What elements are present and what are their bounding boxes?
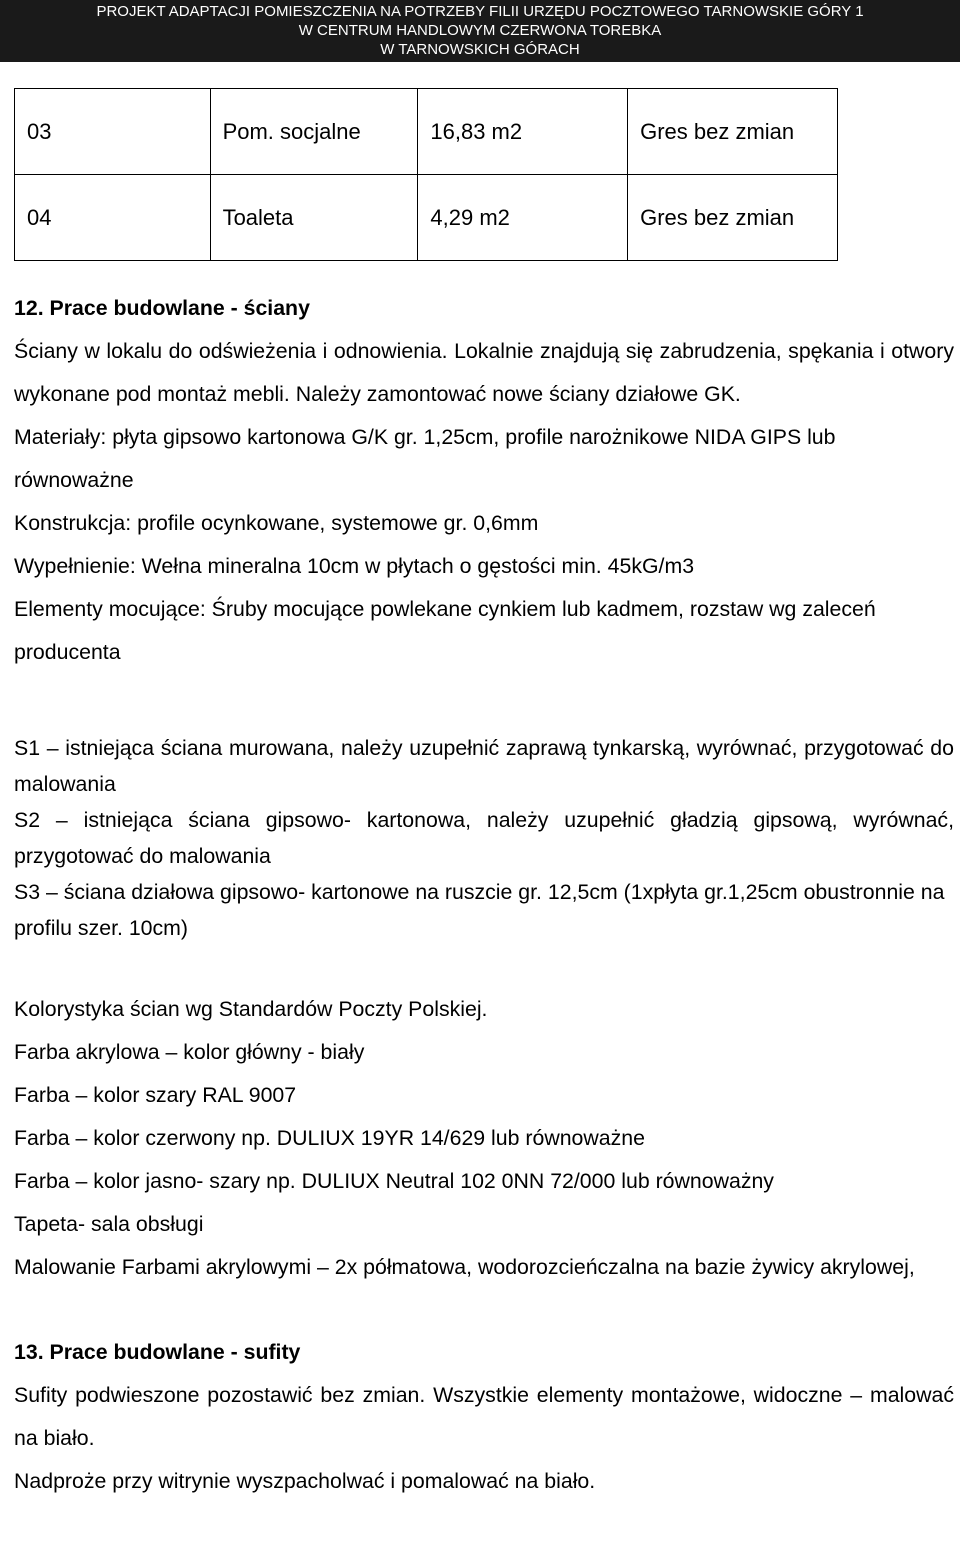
- rooms-table: [14, 88, 838, 261]
- document-body: [14, 88, 954, 1503]
- header-line-1: PROJEKT ADAPTACJI POMIESZCZENIA NA POTRZEBY FILII URZĘDU POCZTOWEGO TARNOWSKIE GÓRY 1: [96, 3, 864, 20]
- header-line-2: W CENTRUM HANDLOWYM CZERWONA TOREBKA: [298, 22, 662, 39]
- room-name: Toaleta: [210, 175, 418, 261]
- wall-color-1: Farba akrylowa – kolor główny - biały: [14, 1040, 365, 1064]
- wall-type-s1: S1 – istniejąca ściana murowana, należy uzupełnić zaprawą tynkarską, wyrównać, przygotować do malowania: [14, 736, 954, 796]
- room-number: 04: [15, 175, 211, 261]
- wall-type-s3: S3 – ściana działowa gipsowo- kartonowe na ruszcie gr. 12,5cm (1xpłyta gr.1,25cm obustronnie na profilu szer. 10cm): [14, 880, 945, 940]
- room-floor: Gres bez zmian: [628, 89, 838, 175]
- ceilings-note: Sufity podwieszone pozostawić bez zmian. Wszystkie elementy montażowe, widoczne – malować na biało.: [14, 1383, 954, 1450]
- table-row: [15, 175, 838, 261]
- room-number: 03: [15, 89, 211, 175]
- room-area: 4,29 m2: [418, 175, 628, 261]
- header-line-3: W TARNOWSKICH GÓRACH: [380, 41, 580, 58]
- room-name: Pom. socjalne: [210, 89, 418, 175]
- wall-type-s2: S2 – istniejąca ściana gipsowo- kartonowa, należy uzupełnić gładzią gipsową, wyrównać, przygotować do malowania: [14, 808, 954, 868]
- section-12-heading: 12. Prace budowlane - ściany: [14, 296, 310, 320]
- wall-color-2: Farba – kolor szary RAL 9007: [14, 1083, 297, 1107]
- wall-color-4: Farba – kolor jasno- szary np. DULIUX Neutral 102 0NN 72/000 lub równoważny: [14, 1169, 774, 1193]
- section-13-heading: 13. Prace budowlane - sufity: [14, 1340, 301, 1364]
- wall-colors-intro: Kolorystyka ścian wg Standardów Poczty Polskiej.: [14, 997, 488, 1021]
- table-row: [15, 89, 838, 175]
- wallpaper-note: Tapeta- sala obsługi: [14, 1212, 204, 1236]
- painting-note: Malowanie Farbami akrylowymi – 2x półmatowa, wodorozcieńczalna na bazie żywicy akrylowej,: [14, 1255, 915, 1279]
- room-floor: Gres bez zmian: [628, 175, 838, 261]
- lintel-note: Nadproże przy witrynie wyszpacholwać i pomalować na biało.: [14, 1469, 596, 1493]
- walls-construction: Konstrukcja: profile ocynkowane, systemowe gr. 0,6mm: [14, 511, 539, 535]
- walls-fixings: Elementy mocujące: Śruby mocujące powlekane cynkiem lub kadmem, rozstaw wg zaleceń producenta: [14, 597, 876, 664]
- room-area: 16,83 m2: [418, 89, 628, 175]
- walls-intro: Ściany w lokalu do odświeżenia i odnowienia. Lokalnie znajdują się zabrudzenia, spękania i otwory wykonane pod montaż mebli. Należy zamontować nowe ściany działowe GK.: [14, 339, 954, 406]
- wall-color-3: Farba – kolor czerwony np. DULIUX 19YR 14/629 lub równoważne: [14, 1126, 645, 1150]
- walls-materials: Materiały: płyta gipsowo kartonowa G/K gr. 1,25cm, profile narożnikowe NIDA GIPS lub równoważne: [14, 425, 836, 492]
- walls-filling: Wypełnienie: Wełna mineralna 10cm w płytach o gęstości min. 45kG/m3: [14, 554, 695, 578]
- document-header: [0, 0, 960, 62]
